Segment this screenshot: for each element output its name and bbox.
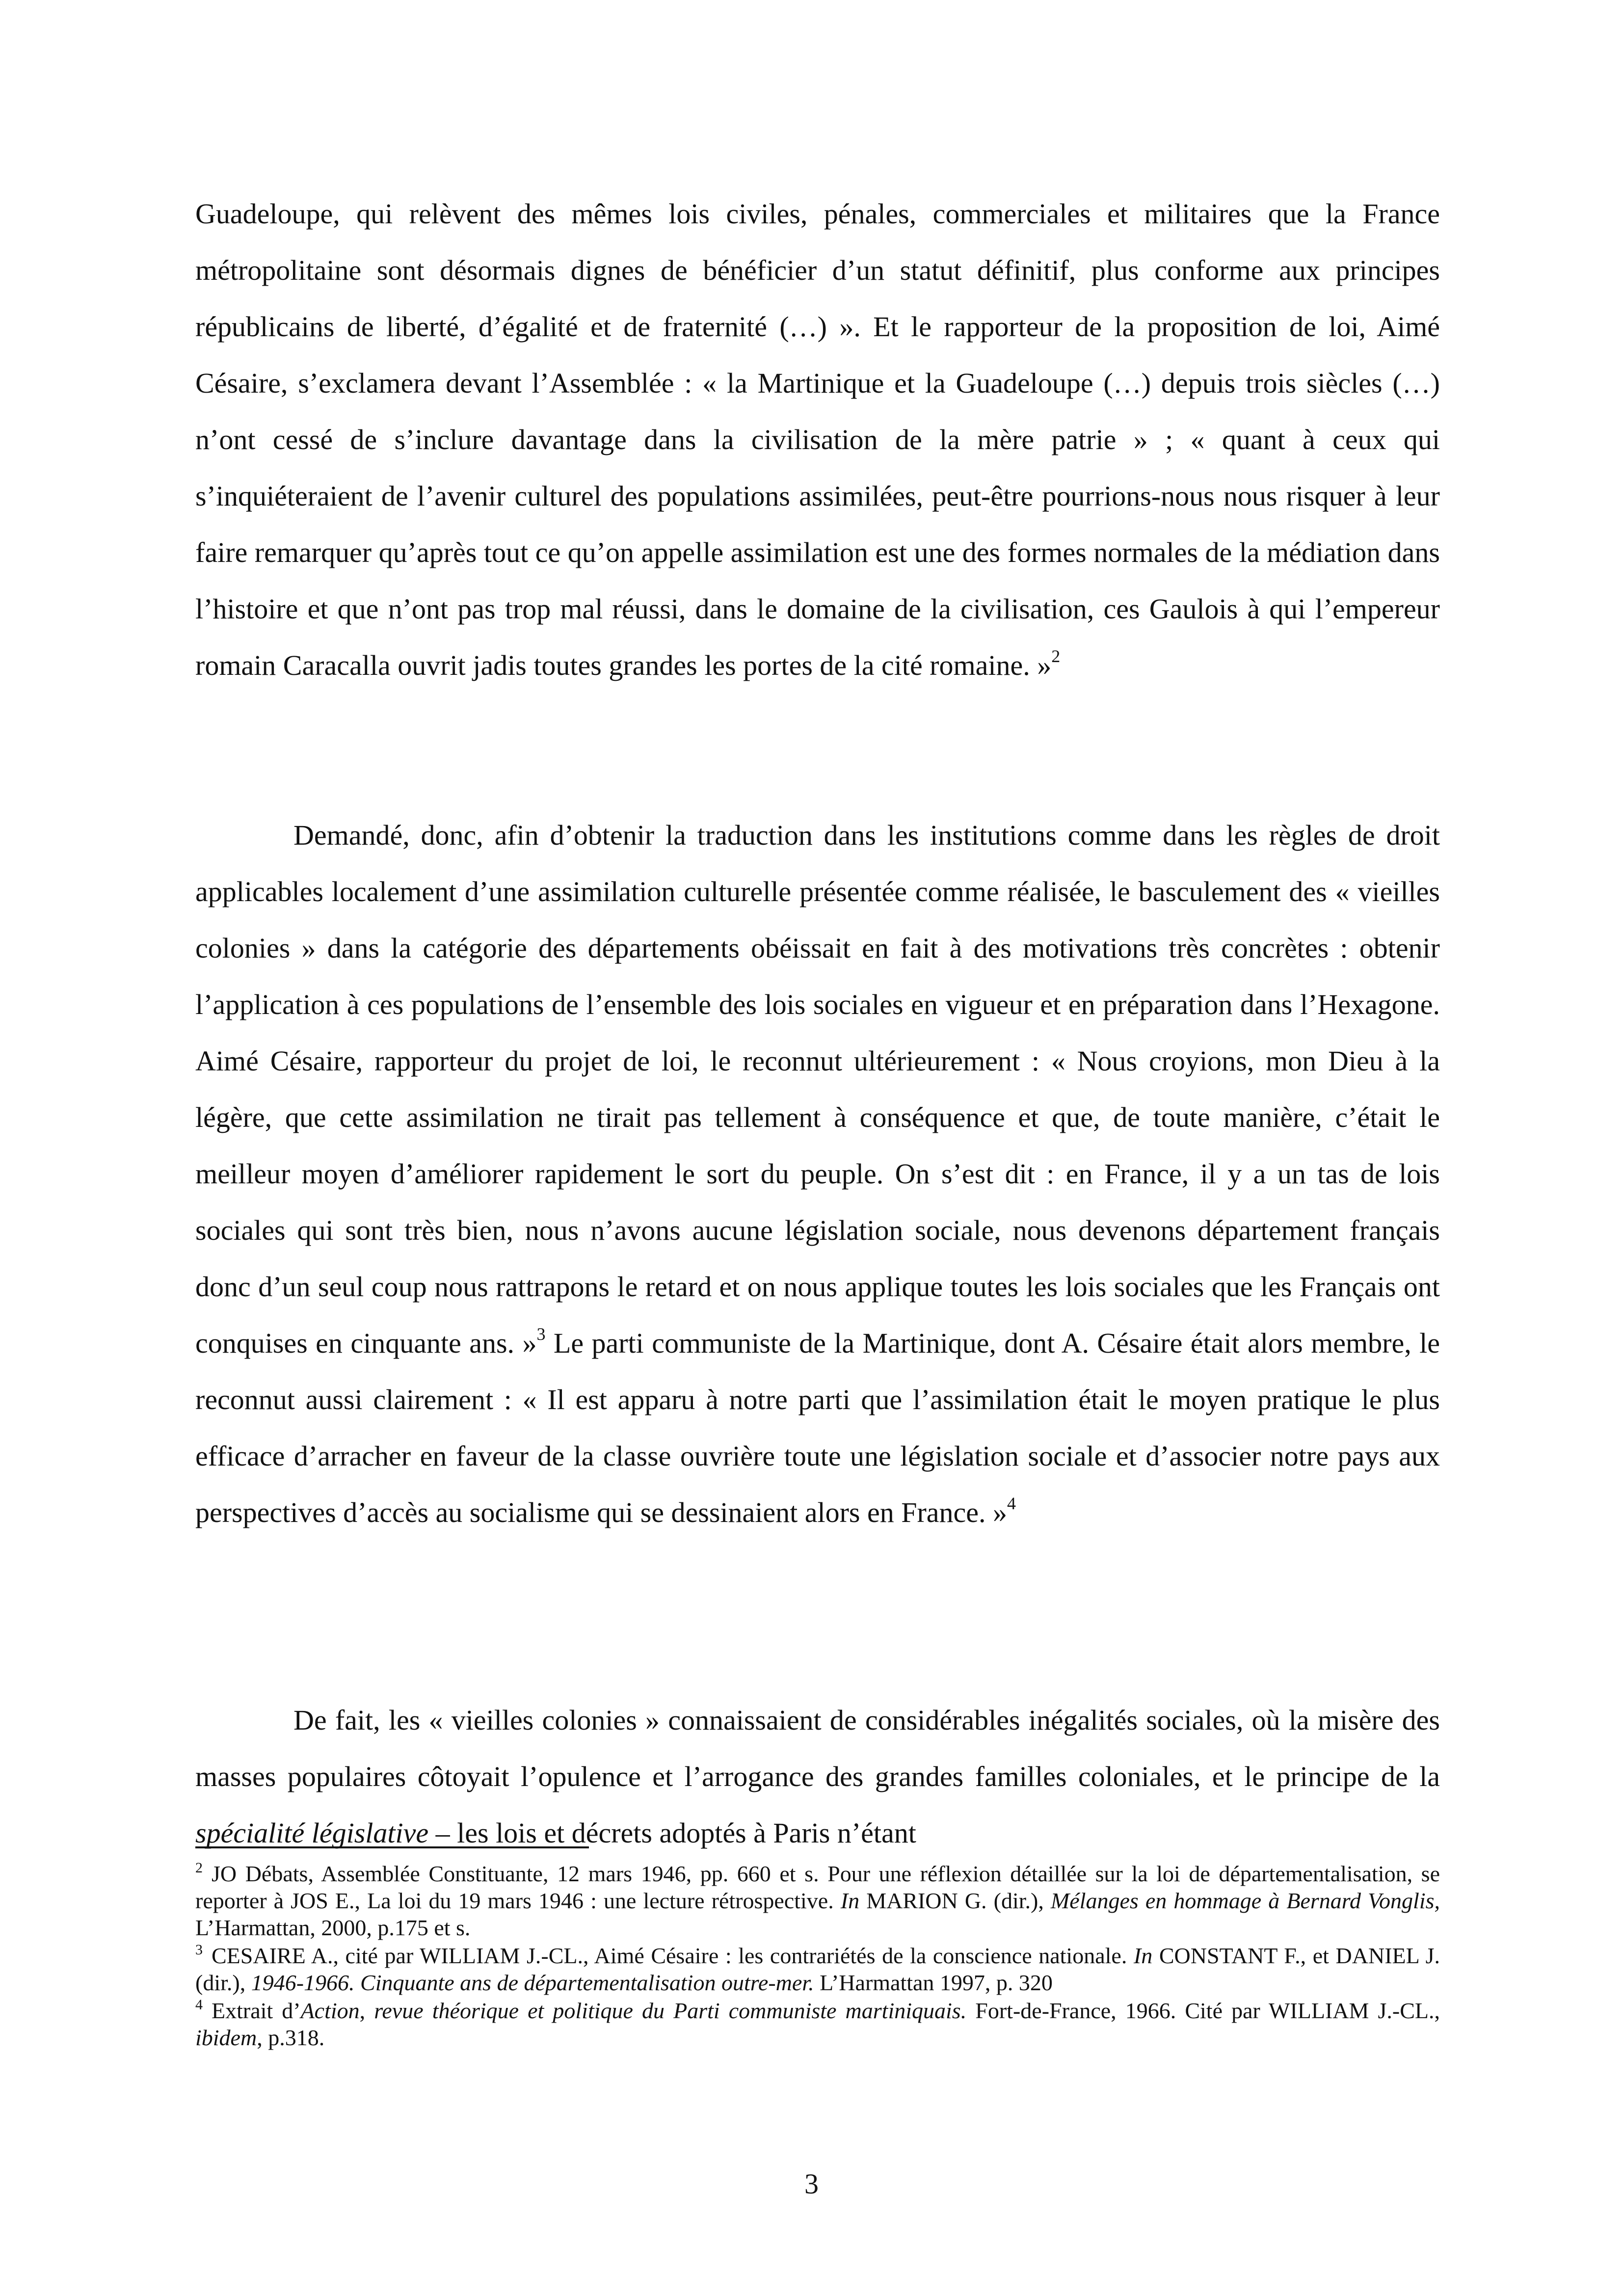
footnote-italic: revue théorique et politique du Parti communiste martiniquais.: [374, 1998, 967, 2023]
footnote-italic: ibidem: [195, 2025, 257, 2050]
footnote-3: [195, 1942, 1440, 1996]
footnote-number: 2: [195, 1860, 203, 1876]
footnote-text: MARION G. (dir.),: [859, 1888, 1051, 1913]
paragraph-2-text-a: Demandé, donc, afin d’obtenir la traduction dans les institutions comme dans les règles de droit applicables localement d’une assimilation culturelle présentée comme réalisée, le basculement des « vieilles colonies » dans la catégorie des départements obéissait en fait à des motivations très concrètes : obtenir l’application à ces populations de l’ensemble des lois sociales en vigueur et en préparation dans l’Hexagone. Aimé Césaire, rapporteur du projet de loi, le reconnut ultérieurement : « Nous croyions, mon Dieu à la légère, que cette assimilation ne tirait pas tellement à conséquence et que, de toute manière, c’était le meilleur moyen d’améliorer rapidement le sort du peuple. On s’est dit : en France, il y a un tas de lois sociales qui sont très bien, nous n’avons aucune législation sociale, nous devenons département français donc d’un seul coup nous rattrapons le retard et on nous applique toutes les lois sociales que les Français ont conquises en cinquante ans. »: [195, 819, 1440, 1359]
footnote-2: [195, 1860, 1440, 1941]
paragraph-2: [195, 807, 1440, 1541]
footnote-text: JO Débats, Assemblée Constituante, 12 mars 1946, pp. 660 et s. Pour une réflexion détaillée sur la loi de départementalisation, se reporter à JOS E., La loi du 19 mars 1946 : une lecture rétrospective.: [195, 1861, 1440, 1913]
footnote-number: 3: [195, 1942, 203, 1958]
paragraph-1: [195, 186, 1440, 694]
footnote-text: Fort-de-France, 1966. Cité par WILLIAM J.-CL.,: [966, 1998, 1440, 2023]
footnote-4: [195, 1997, 1440, 2051]
footnote-text: L’Harmattan 1997, p. 320: [814, 1970, 1053, 1995]
paragraph-3: [195, 1692, 1440, 1861]
footnote-number: 4: [195, 1997, 203, 2013]
page-number: 3: [804, 2168, 819, 2200]
footnote-separator: [195, 1846, 589, 1848]
footnote-ref-4[interactable]: 4: [1007, 1494, 1016, 1513]
footnote-italic: In: [840, 1888, 860, 1913]
footnote-italic: Mélanges en hommage à Bernard Vonglis,: [1050, 1888, 1440, 1913]
paragraph-3-italic-term: spécialité législative: [195, 1817, 429, 1849]
footnote-text: L’Harmattan, 2000, p.175 et s.: [195, 1915, 471, 1940]
paragraph-3-text-b: – les lois et décrets adoptés à Paris n’étant: [428, 1817, 916, 1849]
footnote-ref-3[interactable]: 3: [536, 1324, 546, 1344]
paragraph-3-text-a: De fait, les « vieilles colonies » connaissaient de considérables inégalités sociales, où la misère des masses populaires côtoyait l’opulence et l’arrogance des grandes familles coloniales, et le principe de la: [195, 1704, 1440, 1792]
paragraph-2-text-b: Le parti communiste de la Martinique, dont A. Césaire était alors membre, le reconnut aussi clairement : « Il est apparu à notre parti que l’assimilation était le moyen pratique le plus efficace d’arracher en faveur de la classe ouvrière toute une législation sociale et d’associer notre pays aux perspectives d’accès au socialisme qui se dessinaient alors en France. »: [195, 1327, 1440, 1528]
footnote-text: CESAIRE A., cité par WILLIAM J.-CL., Aimé Césaire : les contrariétés de la conscience nationale.: [212, 1943, 1134, 1968]
footnote-text: Extrait d’: [212, 1998, 301, 2023]
footnote-text: CONSTANT F., et DANIEL J. (dir.),: [195, 1943, 1440, 1995]
footnotes: [195, 1860, 1440, 2052]
footnote-italic: 1946-1966. Cinquante ans de départementalisation outre-mer.: [251, 1970, 814, 1995]
footnote-ref-2[interactable]: 2: [1051, 646, 1061, 666]
footnote-italic: In: [1133, 1943, 1153, 1968]
footnote-italic: Action: [300, 1998, 360, 2023]
paragraph-1-text: Guadeloupe, qui relèvent des mêmes lois civiles, pénales, commerciales et militaires que la France métropolitaine sont désormais dignes de bénéficier d’un statut définitif, plus conforme aux principes républicains de liberté, d’égalité et de fraternité (…) ». Et le rapporteur de la proposition de loi, Aimé Césaire, s’exclamera devant l’Assemblée : « la Martinique et la Guadeloupe (…) depuis trois siècles (…) n’ont cessé de s’inclure davantage dans la civilisation de la mère patrie » ; « quant à ceux qui s’inquiéteraient de l’avenir culturel des populations assimilées, peut-être pourrions-nous nous risquer à leur faire remarquer qu’après tout ce qu’on appelle assimilation est une des formes normales de la médiation dans l’histoire et que n’ont pas trop mal réussi, dans le domaine de la civilisation, ces Gaulois à qui l’empereur romain Caracalla ouvrit jadis toutes grandes les portes de la cité romaine. »: [195, 198, 1440, 681]
footnote-text: , p.318.: [257, 2025, 325, 2050]
footnote-text: ,: [359, 1998, 374, 2023]
